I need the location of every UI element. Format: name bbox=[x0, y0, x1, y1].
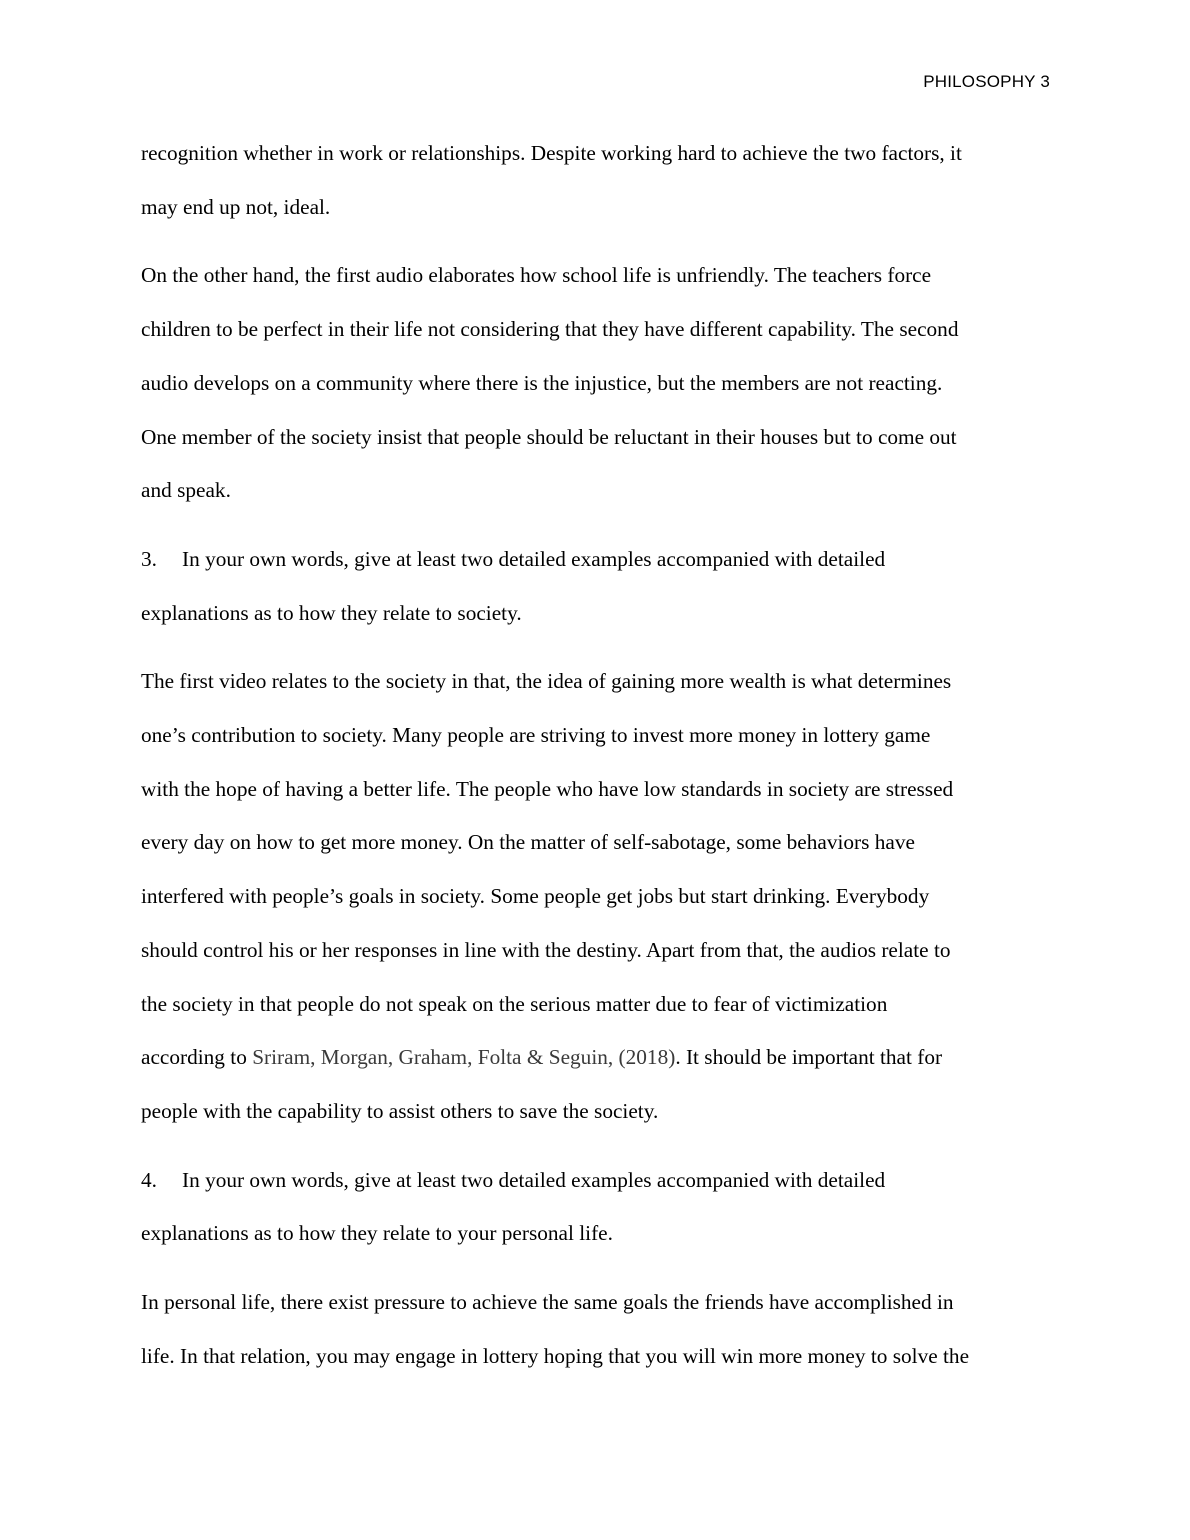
question-line bbox=[141, 533, 1053, 587]
text-line: and speak. bbox=[141, 478, 231, 503]
text-line: every day on how to get more money. On the matter of self-sabotage, some behaviors have bbox=[141, 830, 915, 855]
text-line: explanations as to how they relate to society. bbox=[141, 600, 522, 625]
text-line: In personal life, there exist pressure to achieve the same goals the friends have accomplished in bbox=[141, 1290, 954, 1315]
paragraph-3 bbox=[141, 655, 1053, 1138]
text-line: life. In that relation, you may engage in lottery hoping that you will win more money to solve the bbox=[141, 1343, 970, 1368]
text-fragment: according to bbox=[141, 1045, 253, 1070]
text-line: audio develops on a community where there is the injustice, but the members are not reacting. bbox=[141, 370, 943, 395]
text-line: may end up not, ideal. bbox=[141, 194, 331, 219]
question-3 bbox=[141, 533, 1053, 640]
document-body bbox=[141, 127, 1053, 1398]
text-line: recognition whether in work or relationships. Despite working hard to achieve the two factors, it bbox=[141, 141, 962, 165]
text-line: one’s contribution to society. Many people are striving to invest more money in lottery game bbox=[141, 723, 931, 748]
question-line bbox=[141, 1154, 1053, 1208]
text-line: children to be perfect in their life not considering that they have different capability. The second bbox=[141, 317, 959, 342]
question-text: In your own words, give at least two detailed examples accompanied with detailed bbox=[182, 1167, 886, 1192]
paragraph-4 bbox=[141, 1276, 1053, 1383]
running-head: PHILOSOPHY 3 bbox=[923, 72, 1050, 91]
text-line: One member of the society insist that people should be reluctant in their houses but to come out bbox=[141, 424, 957, 449]
paragraph-2 bbox=[141, 249, 1053, 518]
text-line: the society in that people do not speak on the serious matter due to fear of victimization bbox=[141, 991, 888, 1016]
text-line: explanations as to how they relate to your personal life. bbox=[141, 1221, 613, 1246]
text-line: The first video relates to the society in that, the idea of gaining more wealth is what determines bbox=[141, 669, 952, 694]
text-line: On the other hand, the first audio elaborates how school life is unfriendly. The teachers force bbox=[141, 263, 932, 288]
question-number: 3. bbox=[141, 546, 157, 571]
text-line-with-citation bbox=[141, 1031, 1053, 1085]
question-4 bbox=[141, 1154, 1053, 1261]
text-line: people with the capability to assist others to save the society. bbox=[141, 1098, 659, 1123]
question-number: 4. bbox=[141, 1167, 157, 1192]
text-line: should control his or her responses in line with the destiny. Apart from that, the audios relate to bbox=[141, 937, 951, 962]
text-line: with the hope of having a better life. The people who have low standards in society are stressed bbox=[141, 776, 954, 801]
question-text: In your own words, give at least two detailed examples accompanied with detailed bbox=[182, 546, 886, 571]
citation: Sriram, Morgan, Graham, Folta & Seguin, (2018) bbox=[252, 1045, 676, 1070]
text-fragment: . It should be important that for bbox=[675, 1045, 943, 1070]
text-line: interfered with people’s goals in society. Some people get jobs but start drinking. Everybody bbox=[141, 884, 930, 909]
paragraph-1 bbox=[141, 127, 1053, 234]
